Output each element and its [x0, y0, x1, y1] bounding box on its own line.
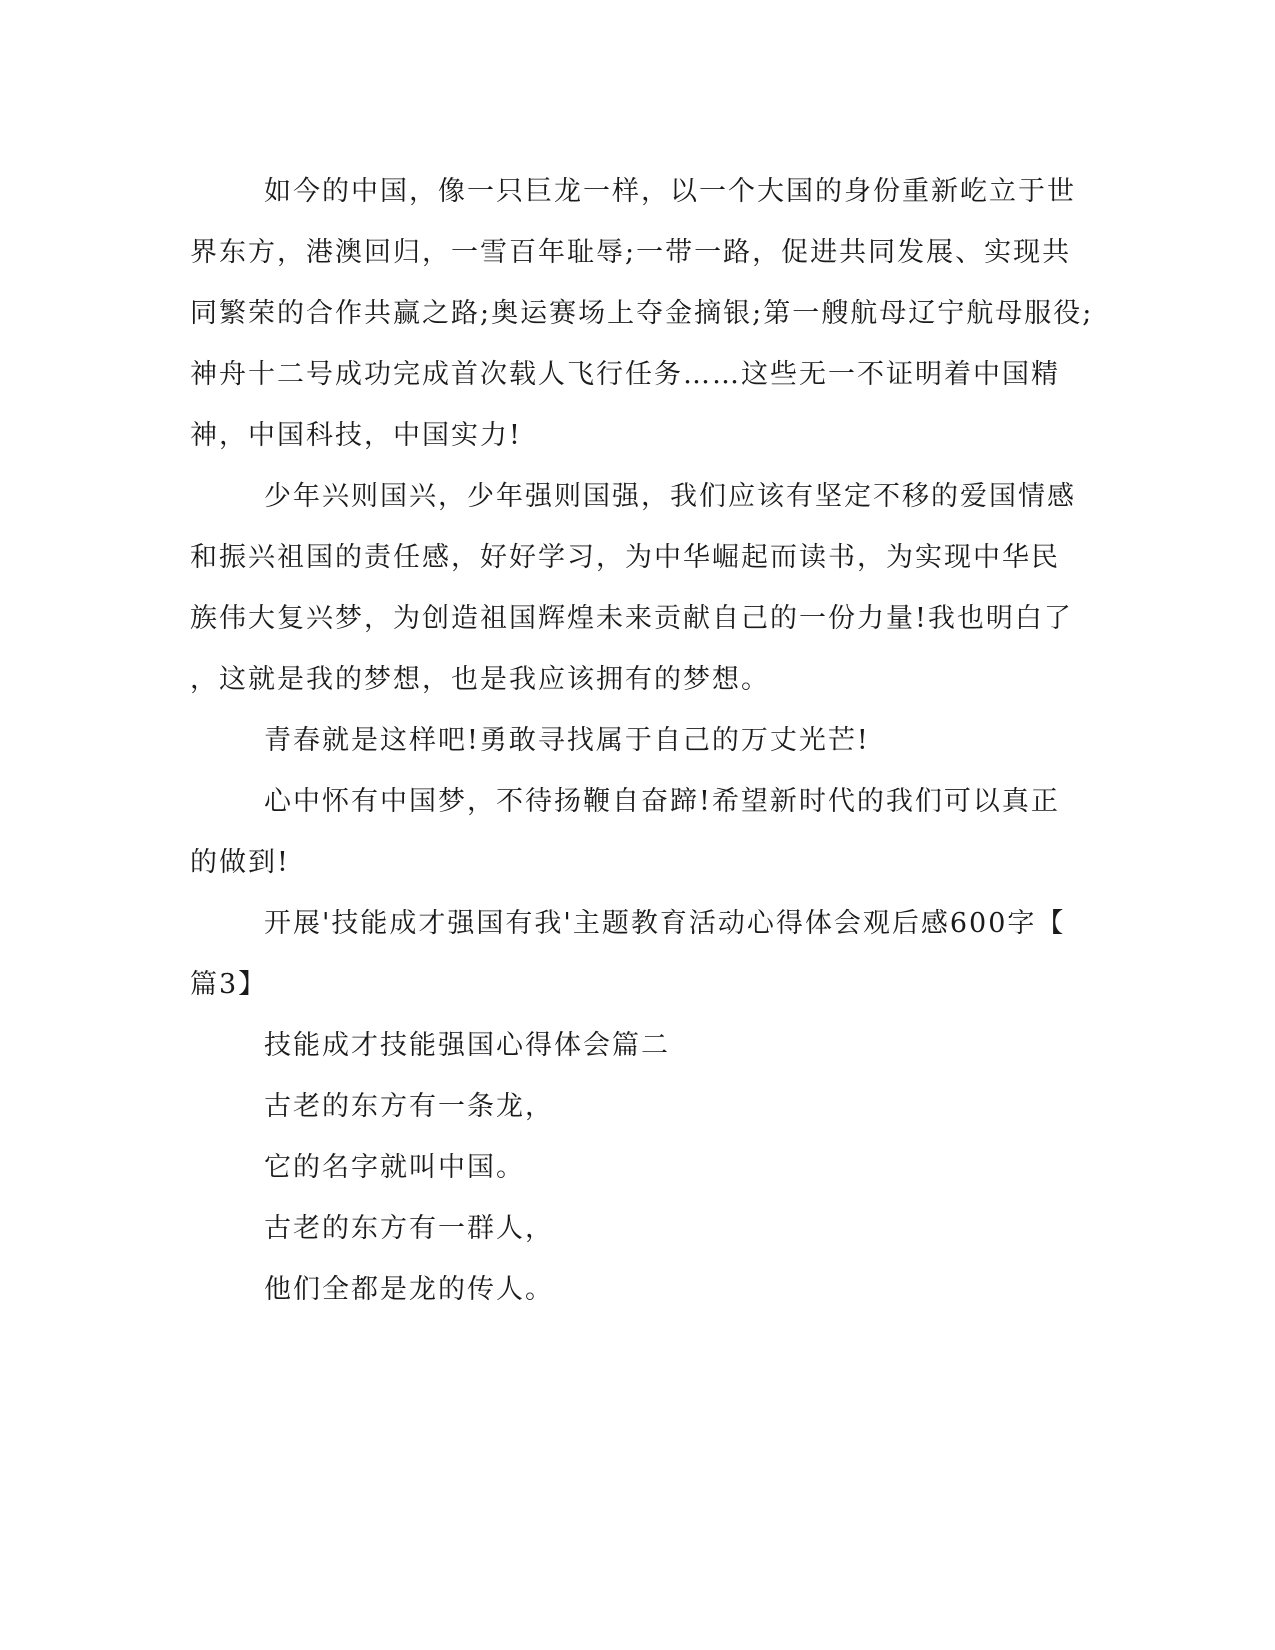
paragraph-line: 神舟十二号成功完成首次载人飞行任务……这些无一不证明着中国精 [190, 359, 1060, 390]
paragraph-line: 族伟大复兴梦，为创造祖国辉煌未来贡献自己的一份力量!我也明白了 [190, 603, 1073, 634]
paragraph-line: 青春就是这样吧!勇敢寻找属于自己的万丈光芒! [264, 725, 870, 756]
poem-line: 古老的东方有一群人， [264, 1213, 554, 1244]
paragraph-line: 心中怀有中国梦，不待扬鞭自奋蹄!希望新时代的我们可以真正 [264, 786, 1060, 817]
section-heading-line: 开展'技能成才强国有我'主题教育活动心得体会观后感600字【 [264, 908, 1066, 939]
paragraph-line: 神，中国科技，中国实力! [190, 420, 522, 451]
paragraph-line: 少年兴则国兴，少年强则国强，我们应该有坚定不移的爱国情感 [264, 481, 1076, 512]
section-heading-line: 篇3】 [190, 969, 268, 1000]
document-body [190, 161, 1094, 1320]
poem-line: 它的名字就叫中国。 [264, 1152, 525, 1183]
paragraph-line: ，这就是我的梦想，也是我应该拥有的梦想。 [190, 664, 770, 695]
paragraph-line: 的做到! [190, 847, 290, 878]
paragraph-line: 如今的中国，像一只巨龙一样，以一个大国的身份重新屹立于世 [264, 176, 1076, 207]
paragraph-line: 和振兴祖国的责任感，好好学习，为中华崛起而读书，为实现中华民 [190, 542, 1060, 573]
paragraph-line: 同繁荣的合作共赢之路;奥运赛场上夺金摘银;第一艘航母辽宁航母服役; [190, 298, 1094, 329]
poem-line: 他们全都是龙的传人。 [264, 1274, 554, 1305]
paragraph-line: 界东方，港澳回归，一雪百年耻辱;一带一路，促进共同发展、实现共 [190, 237, 1072, 268]
subsection-title: 技能成才技能强国心得体会篇二 [264, 1030, 670, 1061]
poem-line: 古老的东方有一条龙， [264, 1091, 554, 1122]
